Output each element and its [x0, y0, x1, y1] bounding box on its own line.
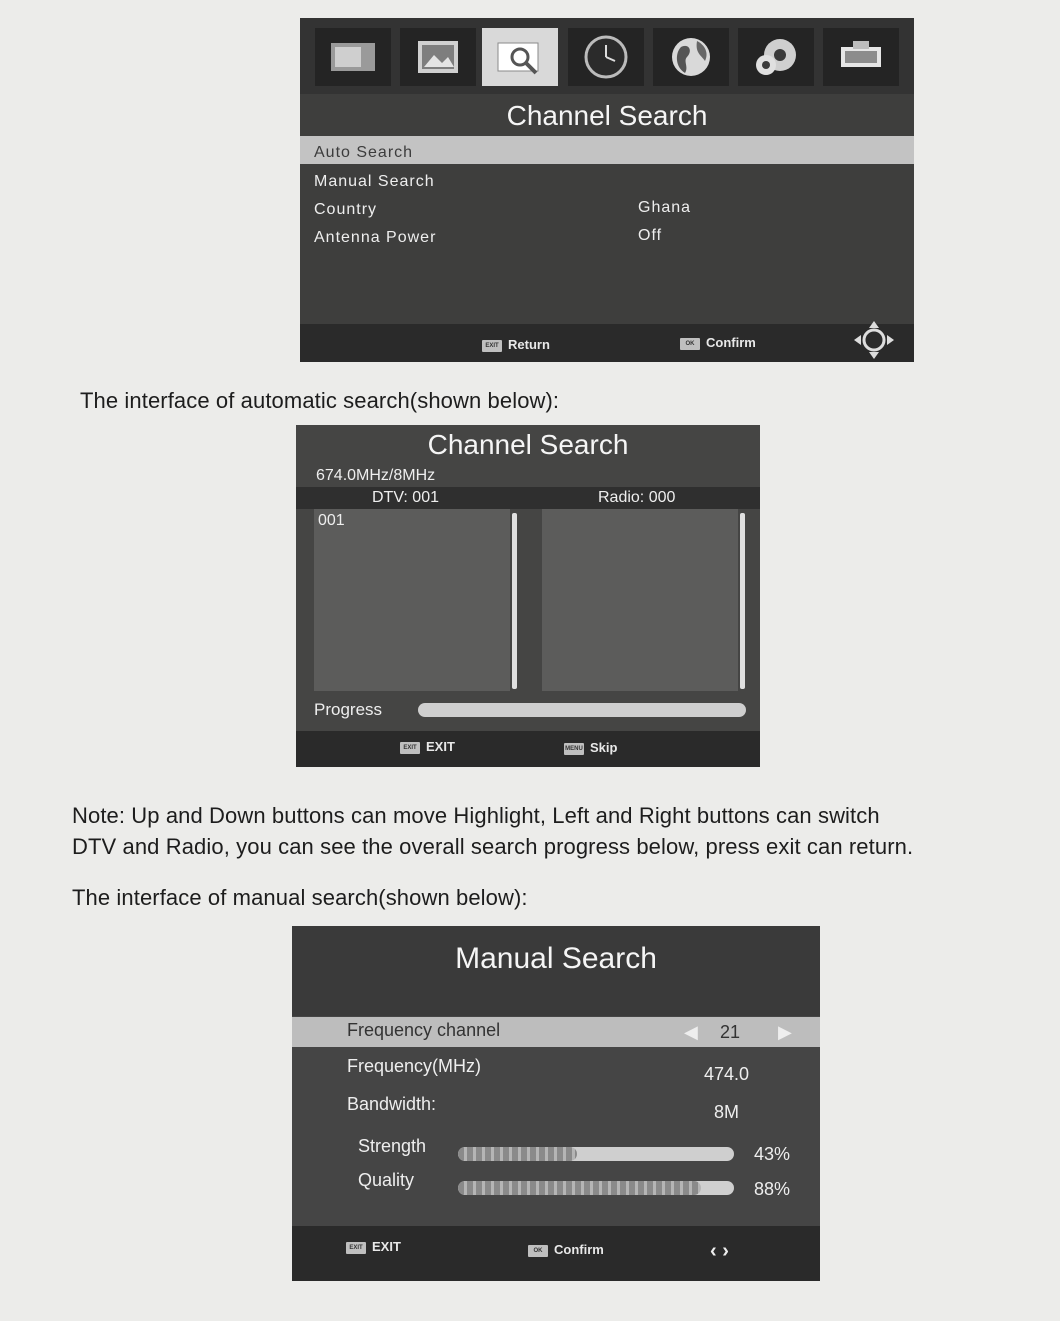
skip-label: Skip [590, 740, 618, 755]
radio-count: Radio: 000 [598, 489, 676, 506]
return-hint[interactable] [482, 337, 550, 352]
confirm-label: Confirm [554, 1242, 604, 1257]
strength-label: Strength [358, 1136, 427, 1156]
bandwidth-label[interactable]: Bandwidth: [347, 1094, 437, 1114]
menu-footer [300, 324, 914, 362]
exit-hint[interactable] [400, 739, 455, 754]
menu-item-manual-search[interactable]: Manual Search [314, 173, 435, 190]
dtv-count: DTV: 001 [372, 489, 439, 506]
quality-label: Quality [358, 1170, 415, 1190]
skip-hint[interactable] [564, 740, 617, 755]
tab-settings[interactable] [738, 28, 814, 86]
strength-value: 43% [754, 1144, 791, 1164]
exit-key-icon: EXIT [482, 340, 502, 352]
manual-search-screen [292, 926, 820, 1281]
menu-title: Channel Search [506, 100, 708, 131]
auto-search-title: Channel Search [427, 429, 629, 460]
menu-item-auto-search[interactable]: Auto Search [314, 144, 414, 161]
search-progress-bar [418, 703, 746, 717]
confirm-hint[interactable] [528, 1242, 604, 1257]
progress-label: Progress [314, 700, 383, 719]
radio-channel-list[interactable] [542, 509, 738, 691]
right-arrow-icon[interactable]: ▶ [778, 1022, 792, 1042]
frequency-mhz-value: 474.0 [704, 1064, 750, 1084]
exit-label: EXIT [426, 739, 455, 754]
channel-search-menu-screen [300, 18, 914, 362]
quality-value: 88% [754, 1179, 791, 1199]
left-right-arrows-icon: ‹ › [710, 1240, 729, 1262]
exit-label: EXIT [372, 1239, 401, 1254]
manual-search-title: Manual Search [455, 942, 657, 975]
exit-key-icon: EXIT [346, 1242, 366, 1254]
dtv-list-scrollbar[interactable] [512, 513, 517, 689]
confirm-hint[interactable] [680, 335, 756, 350]
menu-key-icon: MENU [564, 743, 584, 755]
bandwidth-value: 8M [714, 1102, 740, 1122]
exit-hint[interactable] [346, 1239, 401, 1254]
tab-picture[interactable] [315, 28, 391, 86]
note-line-2: DTV and Radio, you can see the overall search progress below, press exit can return. [72, 834, 914, 859]
frequency-mhz-label[interactable]: Frequency(MHz) [347, 1056, 482, 1076]
ok-key-icon: OK [680, 338, 700, 350]
auto-search-header-strip [296, 487, 760, 509]
note-line-1: Note: Up and Down buttons can move Highlight, Left and Right buttons can switch [72, 803, 880, 828]
globe-icon [667, 33, 715, 81]
quality-bar [458, 1181, 734, 1195]
menu-item-country[interactable]: Country [314, 201, 378, 218]
strength-bar [458, 1147, 734, 1161]
tab-usb[interactable] [823, 28, 899, 86]
auto-search-footer [296, 731, 760, 767]
auto-search-screen [296, 425, 760, 767]
return-label: Return [508, 337, 550, 352]
channel-search-icon [494, 35, 546, 79]
quality-bar-fill [458, 1181, 701, 1195]
picture-icon [327, 37, 379, 77]
dtv-channel-list[interactable] [314, 509, 510, 691]
tab-image[interactable] [400, 28, 476, 86]
menu-item-antenna-power[interactable]: Antenna Power [314, 229, 437, 246]
settings-gear-icon [750, 33, 802, 81]
image-icon [412, 37, 464, 77]
antenna-power-value: Off [638, 227, 663, 244]
usb-icon [835, 35, 887, 79]
navigation-arrows-icon [852, 320, 896, 360]
radio-list-scrollbar[interactable] [740, 513, 745, 689]
left-arrow-icon[interactable]: ◀ [684, 1022, 698, 1042]
confirm-label: Confirm [706, 335, 756, 350]
auto-search-intro-text: The interface of automatic search(shown below): [80, 388, 560, 413]
manual-search-intro-text: The interface of manual search(shown below): [72, 885, 528, 910]
tab-channel-search[interactable] [482, 28, 558, 86]
country-value: Ghana [638, 199, 692, 216]
frequency-channel-label[interactable]: Frequency channel [347, 1020, 501, 1040]
frequency-channel-value[interactable]: 21 [720, 1022, 741, 1042]
strength-bar-fill [458, 1147, 577, 1161]
clock-icon [582, 33, 630, 81]
tab-globe[interactable] [653, 28, 729, 86]
tab-clock[interactable] [568, 28, 644, 86]
frequency-readout: 674.0MHz/8MHz [316, 467, 436, 484]
dtv-list-item[interactable]: 001 [318, 512, 345, 529]
ok-key-icon: OK [528, 1245, 548, 1257]
exit-key-icon: EXIT [400, 742, 420, 754]
